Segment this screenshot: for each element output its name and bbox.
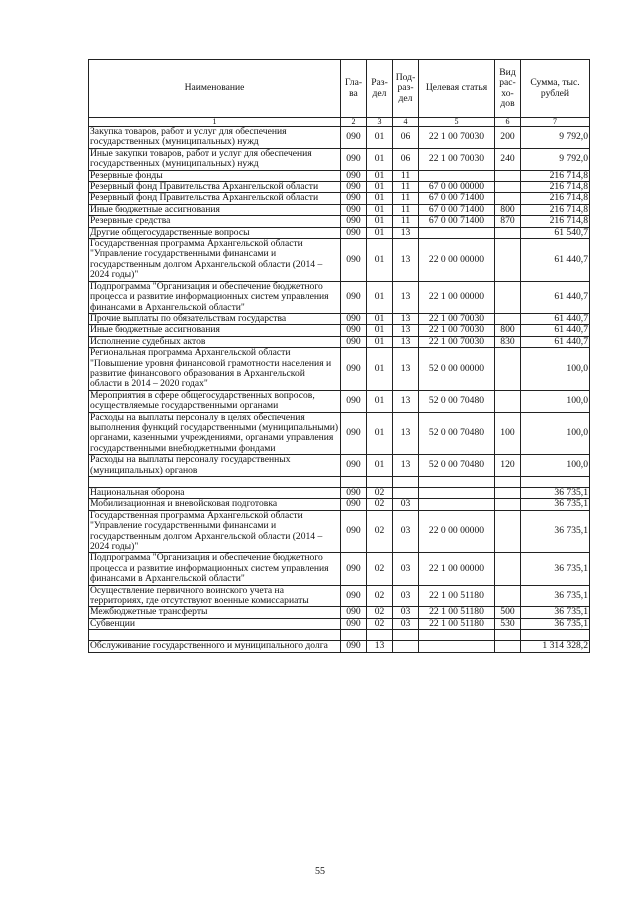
row-name: Осуществление первичного воинского учета на территориях, где отсутствуют военные комиссариаты <box>89 585 341 607</box>
row-sum: 216 714,8 <box>521 204 590 215</box>
row-razdel <box>367 630 393 641</box>
row-expense-type: 120 <box>495 455 521 477</box>
row-expense-type <box>495 281 521 313</box>
row-expense-type <box>495 553 521 585</box>
table-row <box>89 390 590 412</box>
header-glava: Гла-ва <box>341 60 367 118</box>
row-name: Национальная оборона <box>89 488 341 499</box>
table-row <box>89 281 590 313</box>
row-sum: 9 792,0 <box>521 148 590 170</box>
row-name: Закупка товаров, работ и услуг для обеспечения государственных (муниципальных) нужд <box>89 127 341 149</box>
row-sum: 61 540,7 <box>521 227 590 238</box>
row-razdel: 02 <box>367 488 393 499</box>
row-podrazdel: 03 <box>393 553 419 585</box>
row-name: Мероприятия в сфере общегосударственных вопросов, осуществляемые государственными органами <box>89 390 341 412</box>
row-sum: 100,0 <box>521 412 590 455</box>
table-row <box>89 239 590 282</box>
row-expense-type <box>495 641 521 652</box>
table-row <box>89 510 590 553</box>
col-number: 3 <box>367 118 393 127</box>
row-expense-type: 500 <box>495 607 521 618</box>
row-target-article <box>419 630 495 641</box>
row-razdel: 01 <box>367 348 393 391</box>
row-glava: 090 <box>341 216 367 227</box>
row-sum: 9 792,0 <box>521 127 590 149</box>
row-glava: 090 <box>341 313 367 324</box>
row-glava: 090 <box>341 488 367 499</box>
row-expense-type <box>495 170 521 181</box>
row-target-article: 22 1 00 70030 <box>419 313 495 324</box>
header-row <box>89 60 590 118</box>
table-row <box>89 585 590 607</box>
row-podrazdel <box>393 477 419 488</box>
row-expense-type <box>495 227 521 238</box>
row-podrazdel: 03 <box>393 607 419 618</box>
row-target-article: 52 0 00 70480 <box>419 390 495 412</box>
row-glava: 090 <box>341 325 367 336</box>
row-name: Резервный фонд Правительства Архангельской области <box>89 193 341 204</box>
row-razdel: 01 <box>367 281 393 313</box>
row-podrazdel: 11 <box>393 216 419 227</box>
row-razdel: 01 <box>367 216 393 227</box>
row-expense-type: 830 <box>495 336 521 347</box>
row-razdel: 01 <box>367 390 393 412</box>
row-sum: 61 440,7 <box>521 281 590 313</box>
header-expense-type: Вид рас-хо-дов <box>495 60 521 118</box>
header-target-article: Целевая статья <box>419 60 495 118</box>
row-glava: 090 <box>341 618 367 629</box>
row-razdel: 01 <box>367 204 393 215</box>
row-sum: 216 714,8 <box>521 216 590 227</box>
row-podrazdel: 03 <box>393 618 419 629</box>
row-podrazdel: 13 <box>393 227 419 238</box>
row-name: Обслуживание государственного и муниципального долга <box>89 641 341 652</box>
col-number: 7 <box>521 118 590 127</box>
row-sum: 36 735,1 <box>521 618 590 629</box>
row-glava: 090 <box>341 499 367 510</box>
table-row <box>89 227 590 238</box>
row-sum: 61 440,7 <box>521 239 590 282</box>
row-podrazdel: 13 <box>393 239 419 282</box>
row-expense-type <box>495 585 521 607</box>
row-expense-type <box>495 348 521 391</box>
row-expense-type <box>495 510 521 553</box>
table-row <box>89 313 590 324</box>
row-target-article: 52 0 00 70480 <box>419 412 495 455</box>
row-name: Подпрограмма "Организация и обеспечение бюджетного процесса и развитие информационных систем управления финансами в Архангельской области" <box>89 281 341 313</box>
table-row <box>89 488 590 499</box>
row-sum: 36 735,1 <box>521 499 590 510</box>
row-razdel: 02 <box>367 618 393 629</box>
row-sum: 61 440,7 <box>521 325 590 336</box>
row-podrazdel: 03 <box>393 510 419 553</box>
row-razdel: 02 <box>367 607 393 618</box>
row-target-article: 22 0 00 00000 <box>419 510 495 553</box>
table-row <box>89 348 590 391</box>
table-row <box>89 630 590 641</box>
col-number: 2 <box>341 118 367 127</box>
page-number: 55 <box>315 866 325 877</box>
table-body <box>89 127 590 653</box>
row-podrazdel <box>393 641 419 652</box>
row-podrazdel: 11 <box>393 204 419 215</box>
row-sum: 100,0 <box>521 455 590 477</box>
row-glava: 090 <box>341 390 367 412</box>
row-razdel: 01 <box>367 193 393 204</box>
row-target-article: 22 1 00 00000 <box>419 281 495 313</box>
header-razdel: Раз-дел <box>367 60 393 118</box>
table-row <box>89 477 590 488</box>
row-sum: 216 714,8 <box>521 182 590 193</box>
row-glava <box>341 630 367 641</box>
row-razdel: 01 <box>367 182 393 193</box>
row-podrazdel: 11 <box>393 193 419 204</box>
table-row <box>89 182 590 193</box>
row-name: Государственная программа Архангельской области "Управление государственными финансами и государственным долгом Архангельской области (2014 – 2024 годы)" <box>89 239 341 282</box>
row-target-article: 22 1 00 70030 <box>419 336 495 347</box>
header-name: Наименование <box>89 60 341 118</box>
row-expense-type: 200 <box>495 127 521 149</box>
row-podrazdel: 13 <box>393 313 419 324</box>
row-razdel: 02 <box>367 585 393 607</box>
table-row <box>89 148 590 170</box>
row-podrazdel: 03 <box>393 585 419 607</box>
row-razdel: 01 <box>367 455 393 477</box>
row-glava: 090 <box>341 607 367 618</box>
row-name: Государственная программа Архангельской области "Управление государственными финансами и государственным долгом Архангельской области (2014 – 2024 годы)" <box>89 510 341 553</box>
row-glava: 090 <box>341 170 367 181</box>
row-podrazdel: 13 <box>393 281 419 313</box>
row-podrazdel: 06 <box>393 127 419 149</box>
row-expense-type: 240 <box>495 148 521 170</box>
row-name: Иные бюджетные ассигнования <box>89 204 341 215</box>
table-row <box>89 170 590 181</box>
row-expense-type <box>495 239 521 282</box>
table-row <box>89 336 590 347</box>
row-podrazdel: 13 <box>393 412 419 455</box>
table-row <box>89 216 590 227</box>
row-sum: 36 735,1 <box>521 585 590 607</box>
row-name: Региональная программа Архангельской области "Повышение уровня финансовой грамотности населения и развитие финансового образования в Архангельской области в 2014 – 2020 годах" <box>89 348 341 391</box>
table-row <box>89 618 590 629</box>
row-name: Мобилизационная и вневойсковая подготовка <box>89 499 341 510</box>
header-sum: Сумма, тыс. рублей <box>521 60 590 118</box>
row-target-article: 22 1 00 70030 <box>419 325 495 336</box>
row-target-article: 22 1 00 00000 <box>419 553 495 585</box>
row-target-article: 22 1 00 51180 <box>419 607 495 618</box>
row-target-article: 67 0 00 71400 <box>419 216 495 227</box>
row-sum: 36 735,1 <box>521 607 590 618</box>
row-target-article: 22 1 00 51180 <box>419 585 495 607</box>
row-razdel: 01 <box>367 239 393 282</box>
header-podrazdel: Под-раз-дел <box>393 60 419 118</box>
col-number: 4 <box>393 118 419 127</box>
row-sum: 61 440,7 <box>521 313 590 324</box>
row-expense-type <box>495 488 521 499</box>
row-target-article: 52 0 00 00000 <box>419 348 495 391</box>
row-razdel <box>367 477 393 488</box>
row-target-article <box>419 641 495 652</box>
row-sum: 100,0 <box>521 348 590 391</box>
row-name: Исполнение судебных актов <box>89 336 341 347</box>
row-expense-type: 100 <box>495 412 521 455</box>
row-razdel: 01 <box>367 227 393 238</box>
row-target-article <box>419 477 495 488</box>
row-expense-type <box>495 193 521 204</box>
row-podrazdel: 13 <box>393 325 419 336</box>
row-target-article: 22 1 00 51180 <box>419 618 495 629</box>
col-number: 1 <box>89 118 341 127</box>
table-row <box>89 204 590 215</box>
row-glava: 090 <box>341 281 367 313</box>
row-razdel: 01 <box>367 148 393 170</box>
row-expense-type <box>495 630 521 641</box>
row-name: Расходы на выплаты персоналу в целях обеспечения выполнения функций государственными (муниципальными) органами, казенными учреждениями, органами управления государственными внебюджетными фондами <box>89 412 341 455</box>
table-row <box>89 499 590 510</box>
table-row <box>89 325 590 336</box>
row-target-article: 67 0 00 71400 <box>419 193 495 204</box>
row-sum <box>521 477 590 488</box>
row-name: Резервные фонды <box>89 170 341 181</box>
row-target-article: 22 1 00 70030 <box>419 148 495 170</box>
row-glava: 090 <box>341 239 367 282</box>
row-podrazdel: 13 <box>393 455 419 477</box>
table-row <box>89 455 590 477</box>
row-sum: 36 735,1 <box>521 553 590 585</box>
row-expense-type: 530 <box>495 618 521 629</box>
row-razdel: 02 <box>367 553 393 585</box>
row-expense-type <box>495 477 521 488</box>
table-row <box>89 412 590 455</box>
row-glava <box>341 477 367 488</box>
row-glava: 090 <box>341 204 367 215</box>
row-podrazdel <box>393 488 419 499</box>
row-glava: 090 <box>341 348 367 391</box>
row-razdel: 02 <box>367 499 393 510</box>
row-target-article <box>419 170 495 181</box>
row-glava: 090 <box>341 127 367 149</box>
row-sum: 216 714,8 <box>521 170 590 181</box>
row-razdel: 13 <box>367 641 393 652</box>
table-row <box>89 193 590 204</box>
row-sum: 36 735,1 <box>521 510 590 553</box>
row-podrazdel: 06 <box>393 148 419 170</box>
row-target-article: 22 0 00 00000 <box>419 239 495 282</box>
row-name: Межбюджетные трансферты <box>89 607 341 618</box>
row-glava: 090 <box>341 336 367 347</box>
col-number: 6 <box>495 118 521 127</box>
row-podrazdel <box>393 630 419 641</box>
row-target-article <box>419 488 495 499</box>
row-glava: 090 <box>341 193 367 204</box>
row-target-article <box>419 227 495 238</box>
row-podrazdel: 13 <box>393 336 419 347</box>
row-expense-type <box>495 182 521 193</box>
row-razdel: 01 <box>367 127 393 149</box>
row-razdel: 01 <box>367 412 393 455</box>
row-expense-type <box>495 313 521 324</box>
row-name: Расходы на выплаты персоналу государственных (муниципальных) органов <box>89 455 341 477</box>
row-expense-type: 870 <box>495 216 521 227</box>
row-razdel: 01 <box>367 170 393 181</box>
row-podrazdel: 11 <box>393 182 419 193</box>
row-name: Иные бюджетные ассигнования <box>89 325 341 336</box>
row-name: Резервный фонд Правительства Архангельской области <box>89 182 341 193</box>
row-razdel: 01 <box>367 325 393 336</box>
row-name: Резервные средства <box>89 216 341 227</box>
row-name <box>89 477 341 488</box>
row-expense-type: 800 <box>495 325 521 336</box>
row-glava: 090 <box>341 510 367 553</box>
row-sum: 61 440,7 <box>521 336 590 347</box>
row-sum: 100,0 <box>521 390 590 412</box>
col-number: 5 <box>419 118 495 127</box>
row-glava: 090 <box>341 585 367 607</box>
row-podrazdel: 13 <box>393 348 419 391</box>
row-name: Субвенции <box>89 618 341 629</box>
row-expense-type <box>495 499 521 510</box>
row-sum <box>521 630 590 641</box>
row-glava: 090 <box>341 641 367 652</box>
row-glava: 090 <box>341 553 367 585</box>
row-target-article: 67 0 00 00000 <box>419 182 495 193</box>
row-target-article <box>419 499 495 510</box>
row-name <box>89 630 341 641</box>
row-glava: 090 <box>341 412 367 455</box>
row-razdel: 02 <box>367 510 393 553</box>
row-target-article: 22 1 00 70030 <box>419 127 495 149</box>
table-row <box>89 607 590 618</box>
row-name: Иные закупки товаров, работ и услуг для обеспечения государственных (муниципальных) нужд <box>89 148 341 170</box>
row-glava: 090 <box>341 182 367 193</box>
row-name: Другие общегосударственные вопросы <box>89 227 341 238</box>
row-razdel: 01 <box>367 336 393 347</box>
table-row <box>89 127 590 149</box>
table-row <box>89 553 590 585</box>
row-expense-type: 800 <box>495 204 521 215</box>
row-name: Прочие выплаты по обязательствам государства <box>89 313 341 324</box>
row-podrazdel: 03 <box>393 499 419 510</box>
row-sum: 216 714,8 <box>521 193 590 204</box>
budget-table <box>88 59 590 653</box>
row-glava: 090 <box>341 455 367 477</box>
row-glava: 090 <box>341 148 367 170</box>
row-glava: 090 <box>341 227 367 238</box>
row-expense-type <box>495 390 521 412</box>
table-row <box>89 641 590 652</box>
row-razdel: 01 <box>367 313 393 324</box>
row-sum: 36 735,1 <box>521 488 590 499</box>
row-podrazdel: 13 <box>393 390 419 412</box>
row-name: Подпрограмма "Организация и обеспечение бюджетного процесса и развитие информационных систем управления финансами в Архангельской области" <box>89 553 341 585</box>
row-target-article: 67 0 00 71400 <box>419 204 495 215</box>
row-sum: 1 314 328,2 <box>521 641 590 652</box>
row-target-article: 52 0 00 70480 <box>419 455 495 477</box>
row-podrazdel: 11 <box>393 170 419 181</box>
